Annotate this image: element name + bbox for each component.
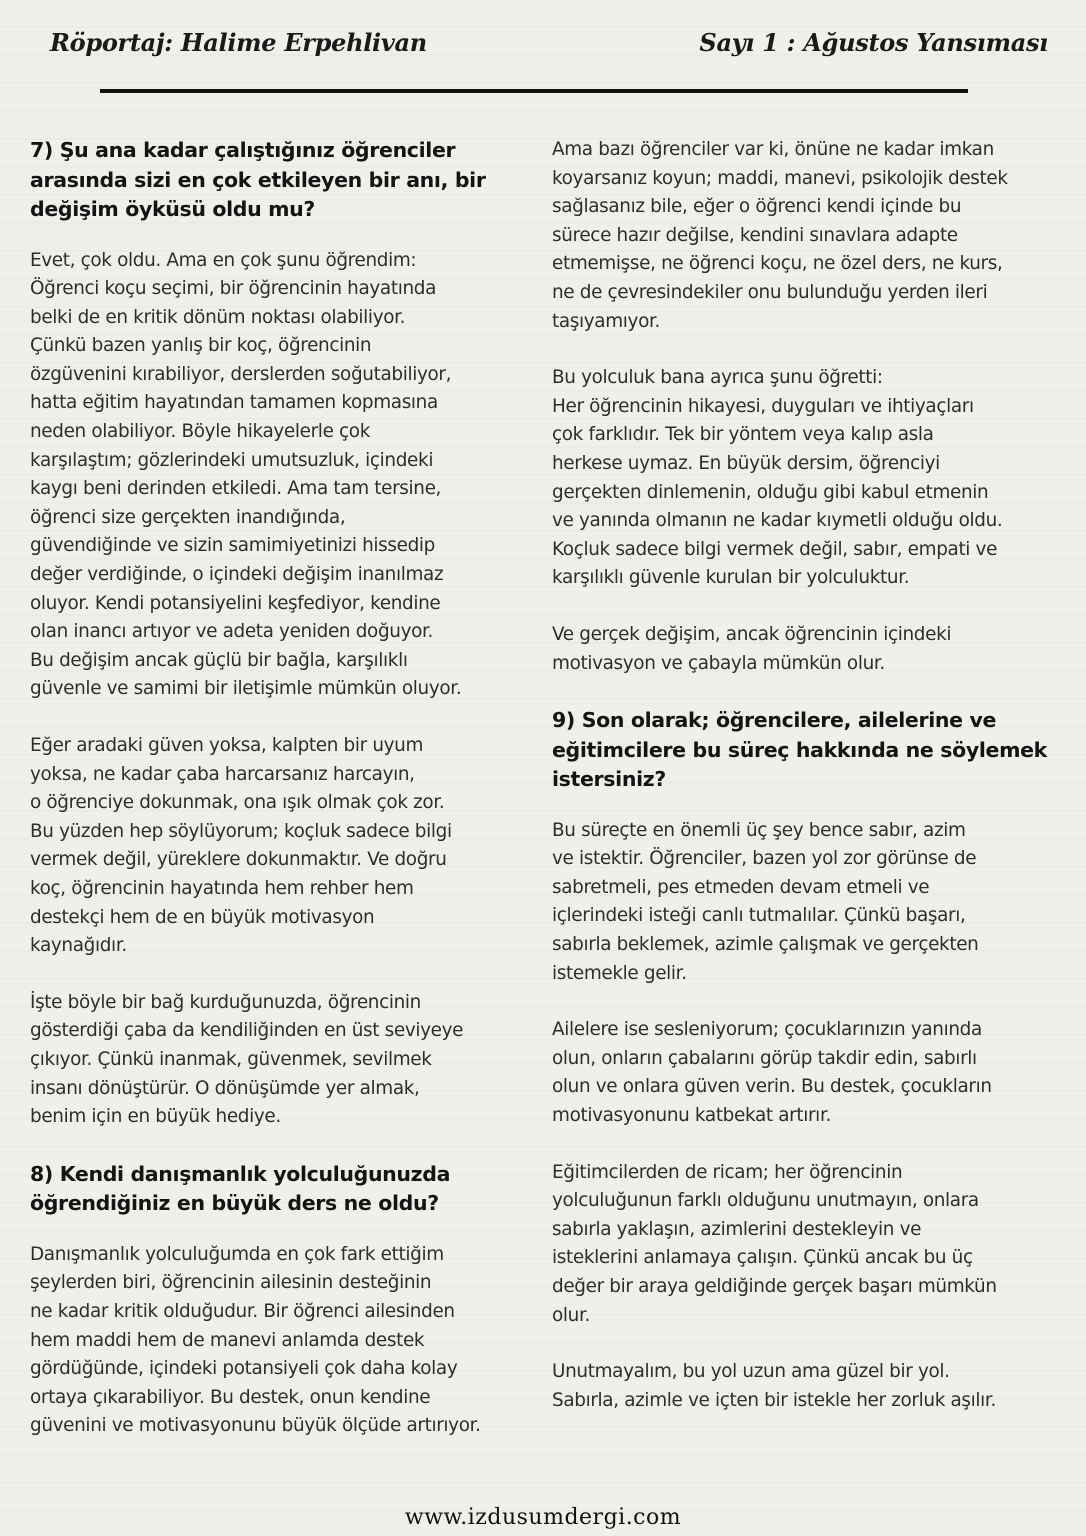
text-line: öğrendiğiniz en büyük ders ne oldu? xyxy=(30,1191,439,1216)
text-line: güvenini ve motivasyonunu büyük ölçüde artırıyor. xyxy=(30,1415,481,1437)
text-line: içlerindeki isteği canlı tutmalılar. Çünkü başarı, xyxy=(552,905,966,927)
answer-7-paragraph-2 xyxy=(30,732,540,961)
issue-label: Sayı 1 : Ağustos Yansıması xyxy=(699,28,1048,57)
text-line: istersiniz? xyxy=(552,767,666,792)
text-line: sabırla yaklaşın, azimlerini destekleyin ve xyxy=(552,1218,922,1240)
text-line: isteklerini anlamaya çalışın. Çünkü ancak bu üç xyxy=(552,1247,973,1269)
left-column xyxy=(30,136,540,1469)
text-line: çıkıyor. Çünkü inanmak, güvenmek, sevilmek xyxy=(30,1048,432,1070)
text-line: belki de en kritik dönüm noktası olabiliyor. xyxy=(30,306,406,328)
answer-7-paragraph-3 xyxy=(30,989,540,1132)
text-line: taşıyamıyor. xyxy=(552,310,661,332)
text-line: değer bir araya geldiğinde gerçek başarı mümkün xyxy=(552,1275,997,1297)
text-line: neden olabiliyor. Böyle hikayelerle çok xyxy=(30,421,370,443)
text-line: destekçi hem de en büyük motivasyon xyxy=(30,906,375,928)
text-line: 9) Son olarak; öğrencilere, ailelerine ve xyxy=(552,708,997,733)
text-line: motivasyonunu katbekat artırır. xyxy=(552,1104,831,1126)
text-line: Evet, çok oldu. Ama en çok şunu öğrendim: xyxy=(30,249,417,271)
text-line: yoksa, ne kadar çaba harcarsanız harcayın, xyxy=(30,763,415,785)
text-line: sabretmeli, pes etmeden devam etmeli ve xyxy=(552,876,930,898)
text-line: Danışmanlık yolculuğumda en çok fark ettiğim xyxy=(30,1243,444,1265)
question-9-heading xyxy=(552,706,1060,795)
text-line: gerçekten dinlemenin, olduğu gibi kabul etmenin xyxy=(552,481,989,503)
text-line: 7) Şu ana kadar çalıştığınız öğrenciler xyxy=(30,138,456,162)
question-8-heading xyxy=(30,1160,540,1219)
text-line: Eğitimcilerden de ricam; her öğrencinin xyxy=(552,1161,903,1183)
answer-9-paragraph-3 xyxy=(552,1159,1060,1331)
text-line: Koçluk sadece bilgi vermek değil, sabır, empati ve xyxy=(552,538,998,560)
text-line: karşılıklı güvenle kurulan bir yolculuktur. xyxy=(552,567,910,589)
text-line: hem maddi hem de manevi anlamda destek xyxy=(30,1329,425,1351)
answer-7-paragraph-1 xyxy=(30,247,540,705)
text-line: Ve gerçek değişim, ancak öğrencinin içindeki xyxy=(552,623,952,645)
text-line: vermek değil, yüreklere dokunmaktır. Ve doğru xyxy=(30,849,447,871)
text-line: motivasyon ve çabayla mümkün olur. xyxy=(552,652,885,674)
text-line: Her öğrencinin hikayesi, duyguları ve ihtiyaçları xyxy=(552,395,974,417)
website-url[interactable]: www.izdusumdergi.com xyxy=(404,1505,682,1530)
text-line: benim için en büyük hediye. xyxy=(30,1106,281,1128)
text-line: güvenle ve samimi bir iletişimle mümkün oluyor. xyxy=(30,678,462,700)
text-line: yolculuğunun farklı olduğunu unutmayın, onlara xyxy=(552,1190,979,1212)
text-line: İşte böyle bir bağ kurduğunuzda, öğrencinin xyxy=(30,991,421,1013)
text-line: güvendiğinde ve sizin samimiyetinizi hissedip xyxy=(30,535,435,557)
text-line: Eğer aradaki güven yoksa, kalpten bir uyum xyxy=(30,735,424,756)
interview-label: Röportaj: Halime Erpehlivan xyxy=(50,28,427,57)
text-line: Bu yolculuk bana ayrıca şunu öğretti: xyxy=(552,367,883,389)
answer-9-paragraph-4 xyxy=(552,1358,1060,1415)
question-7-heading xyxy=(30,136,540,225)
text-line: ve yanında olmanın ne kadar kıymetli olduğu oldu. xyxy=(552,510,1003,532)
text-line: ve istektir. Öğrenciler, bazen yol zor görünse de xyxy=(552,848,977,870)
text-line: gördüğünde, içindeki potansiyeli çok daha kolay xyxy=(30,1358,458,1380)
text-line: değer verdiğinde, o içindeki değişim inanılmaz xyxy=(30,564,444,586)
text-line: Unutmayalım, bu yol uzun ama güzel bir yol. xyxy=(552,1361,950,1383)
answer-8-paragraph-4 xyxy=(552,621,1060,678)
answer-8-paragraph-1 xyxy=(30,1241,540,1441)
text-line: olur. xyxy=(552,1304,590,1326)
text-line: değişim öyküsü oldu mu? xyxy=(30,197,315,221)
text-line: özgüvenini kırabiliyor, derslerden soğutabiliyor, xyxy=(30,363,452,385)
text-line: kaynağıdır. xyxy=(30,935,127,957)
text-line: ne kadar kritik olduğudur. Bir öğrenci ailesinden xyxy=(30,1300,455,1322)
text-line: olan inancı artıyor ve adeta yeniden doğuyor. xyxy=(30,621,434,643)
text-line: oluyor. Kendi potansiyelini keşfediyor, kendine xyxy=(30,592,441,614)
text-line: ortaya çıkarabiliyor. Bu destek, onun kendine xyxy=(30,1386,431,1408)
answer-9-paragraph-2 xyxy=(552,1016,1060,1130)
text-line: çok farklıdır. Tek bir yöntem veya kalıp asla xyxy=(552,424,934,446)
right-column xyxy=(552,136,1060,1443)
text-line: koç, öğrencinin hayatında hem rehber hem xyxy=(30,877,414,899)
text-line: Ailelere ise sesleniyorum; çocuklarınızın yanında xyxy=(552,1019,982,1041)
text-line: sürece hazır değilse, kendini sınavlara adapte xyxy=(552,224,958,246)
text-line: şeylerden biri, öğrencinin ailesinin desteğinin xyxy=(30,1272,432,1294)
text-line: karşılaştım; gözlerindeki umutsuzluk, içindeki xyxy=(30,449,434,471)
text-line: Çünkü bazen yanlış bir koç, öğrencinin xyxy=(30,335,372,357)
text-line: herkese uymaz. En büyük dersim, öğrenciyi xyxy=(552,452,940,474)
text-line: koyarsanız koyun; maddi, manevi, psikolojik destek xyxy=(552,167,1008,189)
answer-8-paragraph-3 xyxy=(552,364,1060,593)
answer-9-paragraph-1 xyxy=(552,817,1060,989)
text-line: Ama bazı öğrenciler var ki, önüne ne kadar imkan xyxy=(552,139,994,160)
text-line: kaygı beni derinden etkiledi. Ama tam tersine, xyxy=(30,478,442,500)
text-line: ne de çevresindekiler onu bulunduğu yerden ileri xyxy=(552,281,988,303)
text-line: sabırla beklemek, azimle çalışmak ve gerçekten xyxy=(552,933,979,955)
header-divider xyxy=(100,89,968,93)
text-line: insanı dönüştürür. O dönüşümde yer almak, xyxy=(30,1077,420,1099)
text-line: Öğrenci koçu seçimi, bir öğrencinin hayatında xyxy=(30,278,437,300)
text-line: etmemişse, ne öğrenci koçu, ne özel ders, ne kurs, xyxy=(552,253,1003,275)
text-line: arasında sizi en çok etkileyen bir anı, bir xyxy=(30,167,486,192)
text-line: sağlasanız bile, eğer o öğrenci kendi içinde bu xyxy=(552,196,962,218)
answer-8-paragraph-2 xyxy=(552,136,1060,336)
text-line: istemekle gelir. xyxy=(552,962,687,984)
text-line: 8) Kendi danışmanlık yolculuğunuzda xyxy=(30,1161,451,1186)
text-line: Sabırla, azimle ve içten bir istekle her zorluk aşılır. xyxy=(552,1389,996,1411)
text-line: Bu süreçte en önemli üç şey bence sabır, azim xyxy=(552,819,966,841)
text-line: gösterdiği çaba da kendiliğinden en üst seviyeye xyxy=(30,1020,464,1042)
text-line: hatta eğitim hayatından tamamen kopmasına xyxy=(30,392,438,414)
text-line: o öğrenciye dokunmak, ona ışık olmak çok zor. xyxy=(30,792,445,814)
text-line: öğrenci size gerçekten inandığında, xyxy=(30,506,346,528)
text-line: Bu değişim ancak güçlü bir bağla, karşılıklı xyxy=(30,649,408,671)
text-line: Bu yüzden hep söylüyorum; koçluk sadece bilgi xyxy=(30,820,452,842)
text-line: eğitimcilere bu süreç hakkında ne söylemek xyxy=(552,737,1047,762)
text-line: olun, onların çabalarını görüp takdir edin, sabırlı xyxy=(552,1047,977,1069)
text-line: olun ve onlara güven verin. Bu destek, çocukların xyxy=(552,1076,992,1098)
